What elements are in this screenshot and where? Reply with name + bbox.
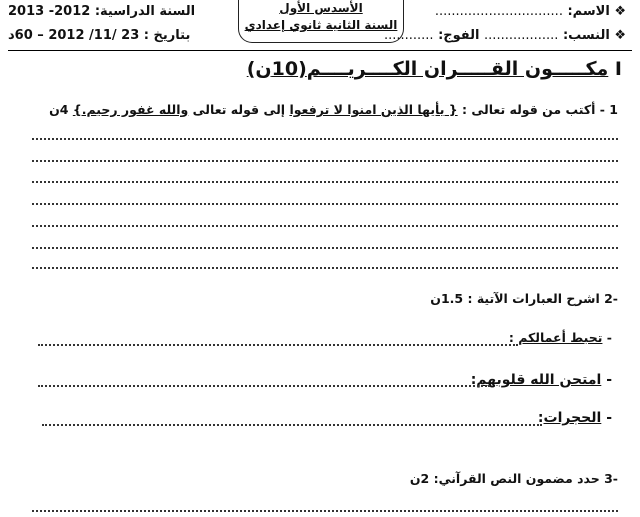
group-label: الفوج: (438, 28, 480, 43)
school-year (8, 4, 195, 19)
term-label: الحجرات (543, 410, 602, 426)
surname-label: النسب: (562, 28, 610, 43)
term-label: تحبط أعمالكم (518, 330, 603, 345)
term-label: امتحن الله قلوبهم (476, 372, 602, 388)
answer-line[interactable] (32, 510, 618, 512)
surname-field[interactable]: .................. (484, 28, 559, 43)
term-answer-line[interactable] (38, 385, 490, 387)
term-answer-line[interactable] (38, 344, 518, 346)
duration: – 60د (8, 28, 44, 43)
exam-date (8, 28, 190, 43)
question-1-number: 1 - (599, 102, 618, 117)
question-1-quote-start: { يأيها الذين امنوا لا ترفعوا (289, 102, 458, 117)
name-field[interactable]: ............................... (434, 4, 563, 19)
answer-line[interactable] (32, 160, 618, 162)
term-row: - امتحن الله قلوبهم: (470, 372, 612, 388)
semester-label: الأسدس الأول (279, 1, 363, 15)
grade-label: السنة الثانية ثانوي إعدادي (244, 18, 398, 32)
semester-box (238, 0, 404, 43)
bullet-icon: ❖ (614, 28, 626, 43)
term-row: - الحجرات: (537, 410, 612, 426)
question-3 (410, 471, 618, 486)
section-title (247, 58, 622, 80)
question-3-text: حدد مضمون النص القرآني: (433, 471, 600, 486)
section-name: مكـــــون القـــــران الكــــريــــم (306, 58, 609, 80)
section-points: (10ن) (246, 58, 307, 80)
question-1 (49, 102, 618, 117)
date-label: بتاريخ : (143, 28, 191, 43)
question-2-number: -2 (604, 291, 618, 306)
answer-line[interactable] (32, 225, 618, 227)
question-3-number: -3 (604, 471, 618, 486)
term-answer-line[interactable] (42, 424, 542, 426)
surname-row (384, 28, 626, 43)
school-year-label: السنة الدراسية: (94, 4, 196, 19)
term-row: - تحبط أعمالكم : (508, 330, 612, 345)
group-field[interactable]: ............ (383, 28, 434, 43)
answer-line[interactable] (32, 181, 618, 183)
question-1-quote-end: والله غفور رحيم.} (72, 102, 189, 117)
date-value: 23 /11/ 2012 (48, 28, 140, 43)
question-2 (430, 291, 618, 306)
answer-line[interactable] (32, 203, 618, 205)
question-2-text: اشرح العبارات الآتية : (467, 291, 600, 306)
answer-line[interactable] (32, 138, 618, 140)
question-3-points: 2ن (409, 471, 430, 486)
question-1-points: 4ن (49, 102, 69, 117)
question-1-middle: إلى قوله تعالى (192, 102, 286, 117)
question-1-text: أكتب من قوله تعالى : (462, 102, 596, 117)
bullet-icon: ❖ (614, 4, 626, 19)
name-row (435, 4, 626, 19)
name-label: الاسم: (567, 4, 610, 19)
section-number: I (614, 58, 622, 80)
header-divider (8, 50, 632, 51)
school-year-value: 2012- 2013 (8, 4, 91, 19)
answer-line[interactable] (32, 247, 618, 249)
answer-line[interactable] (32, 267, 618, 269)
question-2-points: 1.5ن (430, 291, 464, 306)
